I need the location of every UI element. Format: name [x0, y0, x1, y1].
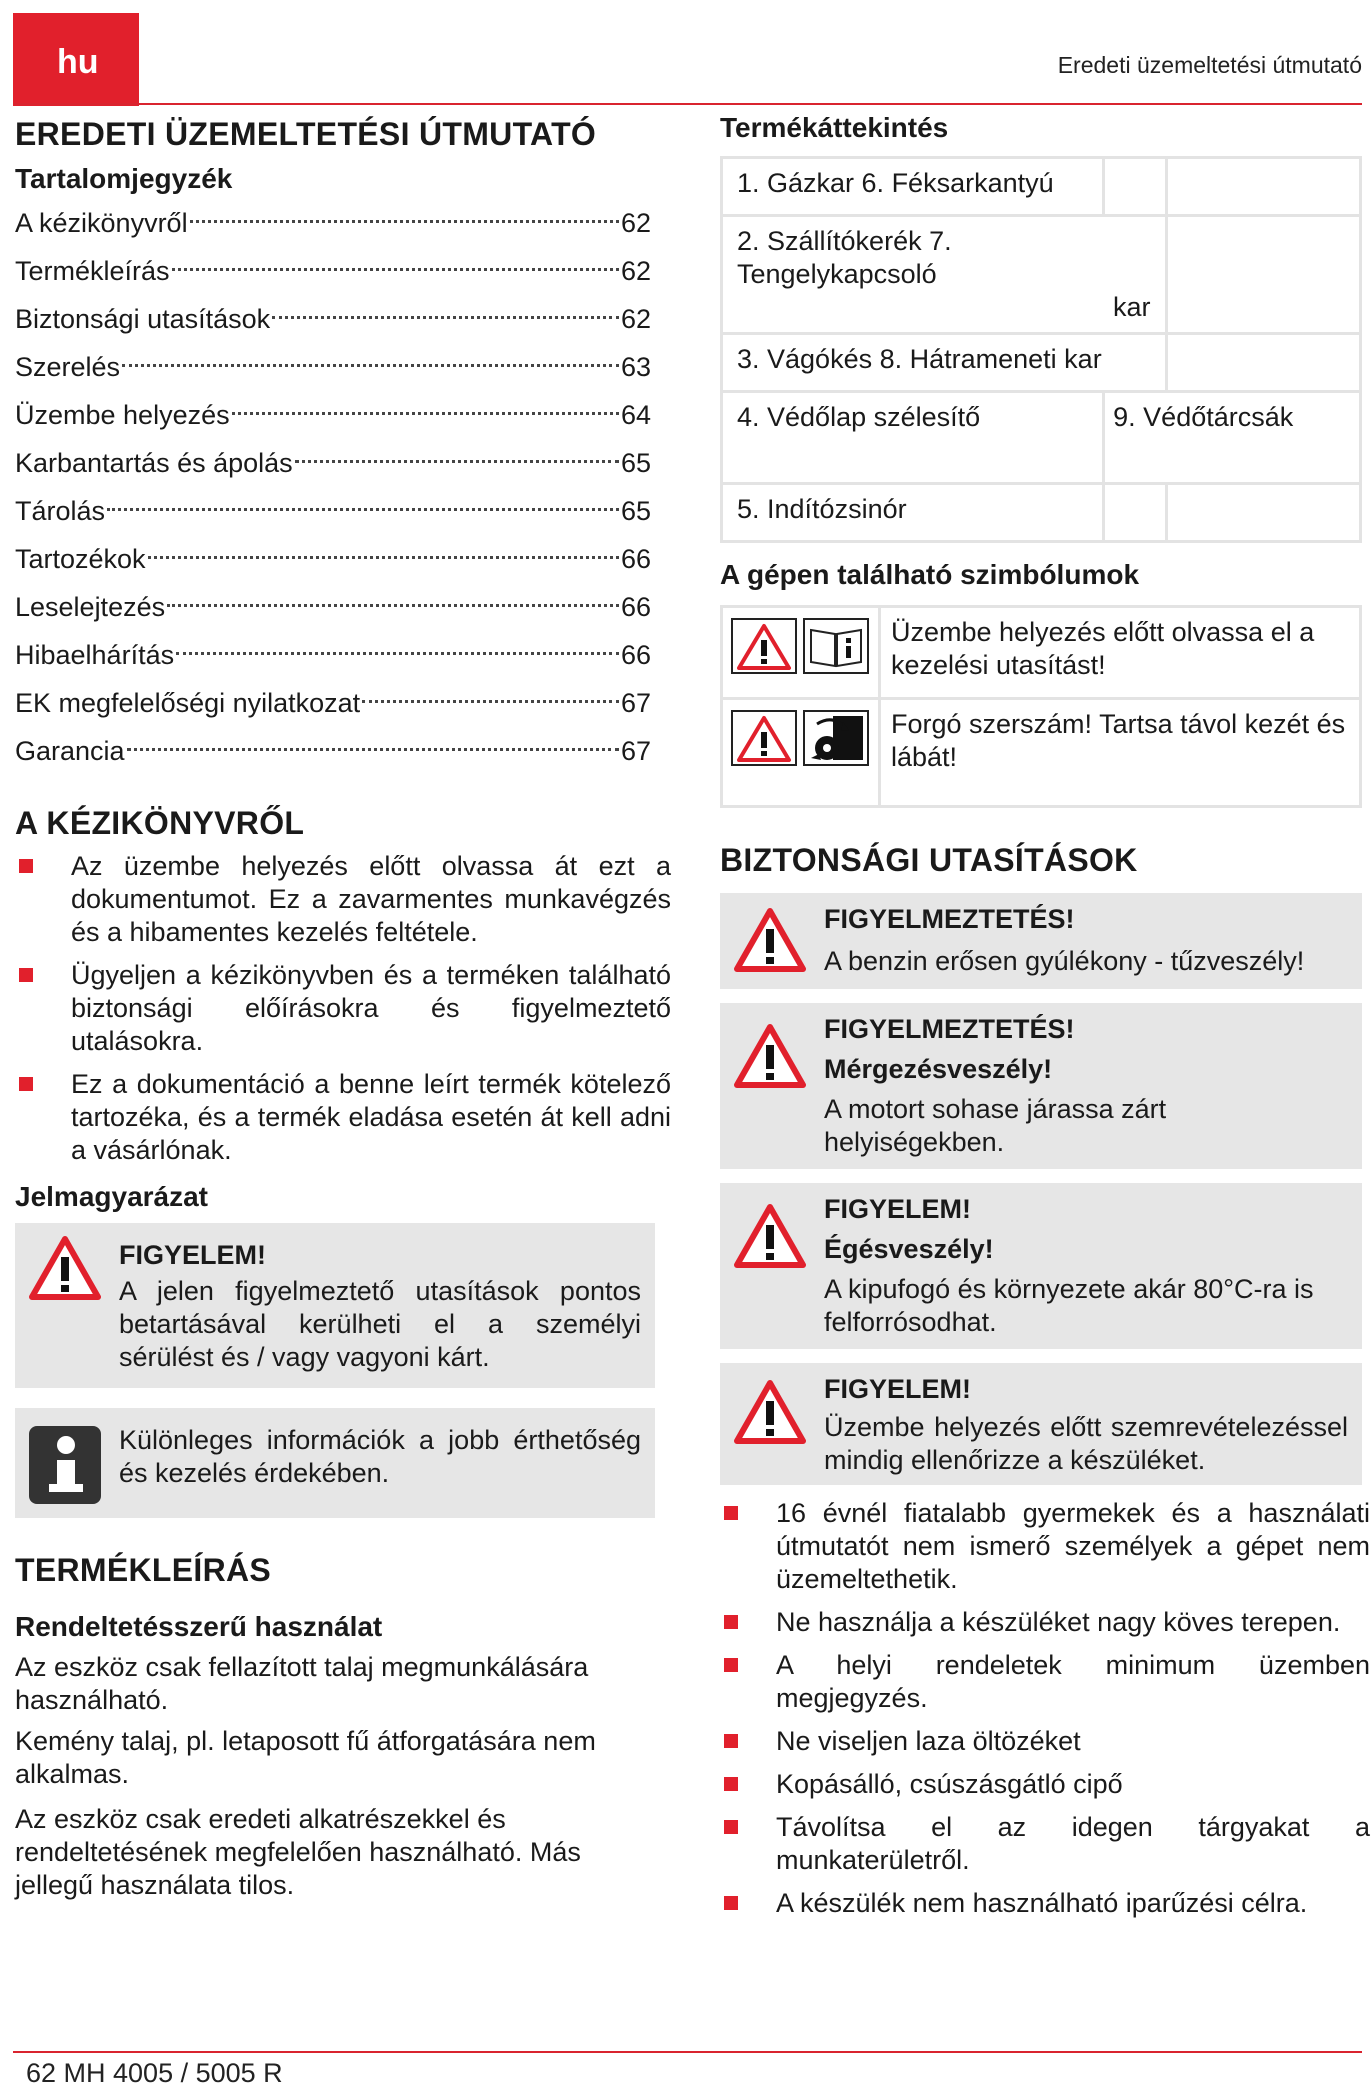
toc-entry-page: 62 [620, 208, 651, 238]
toc-leader [127, 748, 619, 751]
table-row [722, 334, 1361, 392]
toc-entry-label: Hibaelhárítás [15, 640, 175, 670]
toc-entry[interactable] [15, 247, 655, 295]
toc-leader [172, 268, 619, 271]
warning-symbol-icon [731, 618, 797, 674]
toc-leader [167, 604, 619, 607]
toc-entry[interactable] [15, 343, 655, 391]
warning-text: Üzembe helyezés előtt szemrevételezéssel mindig ellenőrizze a készüléket. [824, 1412, 1348, 1475]
warning-text: A motort sohase járassa zárt helyiségekben. [824, 1094, 1167, 1157]
legend-warning-label: FIGYELEM! [119, 1240, 266, 1270]
toc-leader [122, 364, 619, 367]
table-row [722, 158, 1361, 216]
language-code: hu [57, 43, 99, 81]
info-icon [29, 1420, 119, 1504]
table-cell: 4. Védőlap szélesítő [722, 392, 1104, 484]
warning-label: FIGYELEM! [824, 1374, 971, 1404]
table-cell: 9. Védőtárcsák [1104, 392, 1361, 484]
toc-entry[interactable] [15, 679, 655, 727]
list-item: A helyi rendeletek minimum üzemben megjegyzés. [720, 1649, 1370, 1715]
table-cell [1166, 334, 1360, 392]
main-title: EREDETI ÜZEMELTETÉSI ÚTMUTATÓ [15, 116, 597, 152]
table-cell: 3. Vágókés 8. Hátrameneti kar [722, 334, 1167, 392]
toc-entry-page: 65 [620, 496, 651, 526]
paragraph: Az eszköz csak fellazított talaj megmunkálására használható. [15, 1652, 589, 1715]
footer-page-label: 62 MH 4005 / 5005 R [26, 2058, 283, 2088]
toc-entry-label: Tartozékok [15, 544, 146, 574]
toc-entry-page: 67 [620, 688, 651, 718]
table-cell [1104, 484, 1166, 542]
table-row [722, 484, 1361, 542]
table-row [722, 216, 1361, 334]
warning-triangle-icon [734, 1189, 824, 1339]
legend-title: Jelmagyarázat [15, 1181, 209, 1212]
product-overview-table [720, 156, 1362, 543]
toc-entry-label: Garancia [15, 736, 125, 766]
warning-symbol-icon [731, 710, 797, 766]
toc-entry-page: 66 [620, 544, 651, 574]
toc-leader [362, 700, 619, 703]
list-item: Távolítsa el az idegen tárgyakat a munkaterületről. [720, 1811, 1370, 1877]
table-cell [722, 607, 880, 699]
toc-entry-page: 62 [620, 256, 651, 286]
table-cell-text: kar [1113, 292, 1151, 322]
list-item: Ügyeljen a kézikönyvben és a terméken található biztonsági előírásokra és figyelmeztető utalásokra. [15, 959, 671, 1058]
toc-title: Tartalomjegyzék [15, 163, 233, 194]
toc-entry-page: 64 [620, 400, 651, 430]
warning-text: A kipufogó és környezete akár 80°C-ra is felforrósodhat. [824, 1274, 1314, 1337]
warning-box [720, 1183, 1362, 1349]
warning-text: A benzin erősen gyúlékony - tűzveszély! [824, 946, 1305, 976]
toc-entry[interactable] [15, 631, 655, 679]
header-divider [13, 103, 1362, 105]
warning-label: FIGYELMEZTETÉS! [824, 904, 1075, 934]
right-column [720, 112, 1370, 1930]
toc-entry-label: EK megfelelőségi nyilatkozat [15, 688, 361, 718]
overview-title: Termékáttekintés [720, 112, 949, 143]
toc-entry-label: Szerelés [15, 352, 121, 382]
legend-warning-text: A jelen figyelmeztető utasítások pontos betartásával kerülheti el a személyi sérülést és / vagy vagyoni kárt. [119, 1276, 641, 1372]
intended-use-title: Rendeltetésszerű használat [15, 1611, 383, 1642]
toc-leader [176, 652, 619, 655]
toc-entry[interactable] [15, 535, 655, 583]
legend-info-text: Különleges információk a jobb érthetőség és kezelés érdekében. [119, 1425, 641, 1488]
toc-entry-label: Leselejtezés [15, 592, 166, 622]
toc-leader [295, 460, 619, 463]
list-item: Kopásálló, csúszásgátló cipő [720, 1768, 1370, 1801]
list-item: Ne viseljen laza öltözéket [720, 1725, 1370, 1758]
toc-entry-label: Termékleírás [15, 256, 170, 286]
table-cell [1104, 158, 1166, 216]
warning-label: FIGYELMEZTETÉS! [824, 1014, 1075, 1044]
table-row [722, 392, 1361, 484]
table-cell [1166, 158, 1360, 216]
header-doc-label: Eredeti üzemeltetési útmutató [1057, 52, 1362, 78]
table-cell: Üzembe helyezés előtt olvassa el a kezelési utasítást! [880, 607, 1361, 699]
read-manual-icon [803, 618, 869, 674]
list-item: 16 évnél fiatalabb gyermekek és a használati útmutatót nem ismerő személyek a gépet nem üzemeltethetik. [720, 1497, 1370, 1596]
warning-subtitle: Égésveszély! [824, 1234, 994, 1264]
warning-triangle-icon [734, 899, 824, 983]
symbols-title: A gépen található szimbólumok [720, 559, 1140, 590]
warning-triangle-icon [29, 1235, 119, 1374]
rotating-tool-icon [803, 710, 869, 766]
table-cell [1166, 484, 1360, 542]
toc-entry[interactable] [15, 727, 655, 775]
paragraph: Kemény talaj, pl. letaposott fű átforgatására nem alkalmas. [15, 1726, 596, 1789]
toc-entry-page: 67 [620, 736, 651, 766]
warning-box [720, 893, 1362, 989]
table-cell: Forgó szerszám! Tartsa távol kezét és lábát! [880, 699, 1361, 807]
toc-entry-label: Karbantartás és ápolás [15, 448, 293, 478]
warning-box [720, 1003, 1362, 1169]
toc-entry-label: Tárolás [15, 496, 106, 526]
toc-entry-page: 62 [620, 304, 651, 334]
toc-entry-page: 65 [620, 448, 651, 478]
list-item: Az üzembe helyezés előtt olvassa át ezt a dokumentumot. Ez a zavarmentes munkavégzés és a hibamentes kezelés feltétele. [15, 850, 671, 949]
toc-leader [232, 412, 619, 415]
list-item: A készülék nem használható iparűzési célra. [720, 1887, 1370, 1920]
list-item: Ez a dokumentáció a benne leírt termék kötelező tartozéka, és a termék eladása esetén át kell adni a vásárlónak. [15, 1068, 671, 1167]
toc-entry[interactable] [15, 487, 655, 535]
warning-triangle-icon [734, 1009, 824, 1159]
warning-triangle-icon [734, 1369, 824, 1477]
left-column [15, 112, 671, 1902]
about-bullet-list [15, 850, 671, 1167]
table-cell [722, 699, 880, 807]
safety-section-title: BIZTONSÁGI UTASÍTÁSOK [720, 842, 1138, 878]
table-cell [1166, 216, 1360, 334]
toc-leader [107, 508, 619, 511]
table-cell-text: 2. Szállítókerék 7. Tengelykapcsoló [737, 226, 952, 289]
symbols-table [720, 605, 1362, 808]
paragraph: Az eszköz csak eredeti alkatrészekkel és rendeltetésének megfelelően használható. Más jellegű használata tilos. [15, 1804, 581, 1900]
toc-entry[interactable] [15, 199, 655, 247]
toc-entry[interactable] [15, 295, 655, 343]
product-section-title: TERMÉKLEÍRÁS [15, 1552, 272, 1588]
legend-info-box [15, 1408, 655, 1518]
toc-entry-label: Üzembe helyezés [15, 400, 230, 430]
table-cell: 1. Gázkar 6. Féksarkantyú [722, 158, 1104, 216]
table-row [722, 699, 1361, 807]
toc-leader [272, 316, 619, 319]
toc-leader [148, 556, 619, 559]
table-of-contents [15, 199, 655, 775]
toc-entry[interactable] [15, 583, 655, 631]
toc-entry-page: 66 [620, 592, 651, 622]
warning-subtitle: Mérgezésveszély! [824, 1054, 1053, 1084]
toc-entry[interactable] [15, 439, 655, 487]
safety-bullet-list [720, 1497, 1370, 1920]
toc-entry[interactable] [15, 391, 655, 439]
toc-leader [190, 220, 619, 223]
table-row [722, 607, 1361, 699]
table-cell [722, 216, 1167, 334]
language-tab [13, 13, 139, 106]
toc-entry-label: A kézikönyvről [15, 208, 188, 238]
toc-entry-label: Biztonsági utasítások [15, 304, 271, 334]
footer-divider [13, 2051, 1362, 2053]
warning-box [720, 1363, 1362, 1485]
table-cell: 5. Indítózsinór [722, 484, 1104, 542]
toc-entry-page: 66 [620, 640, 651, 670]
warning-label: FIGYELEM! [824, 1194, 971, 1224]
about-section-title: A KÉZIKÖNYVRŐL [15, 805, 305, 841]
legend-warning-box [15, 1223, 655, 1388]
toc-entry-page: 63 [620, 352, 651, 382]
list-item: Ne használja a készüléket nagy köves terepen. [720, 1606, 1370, 1639]
